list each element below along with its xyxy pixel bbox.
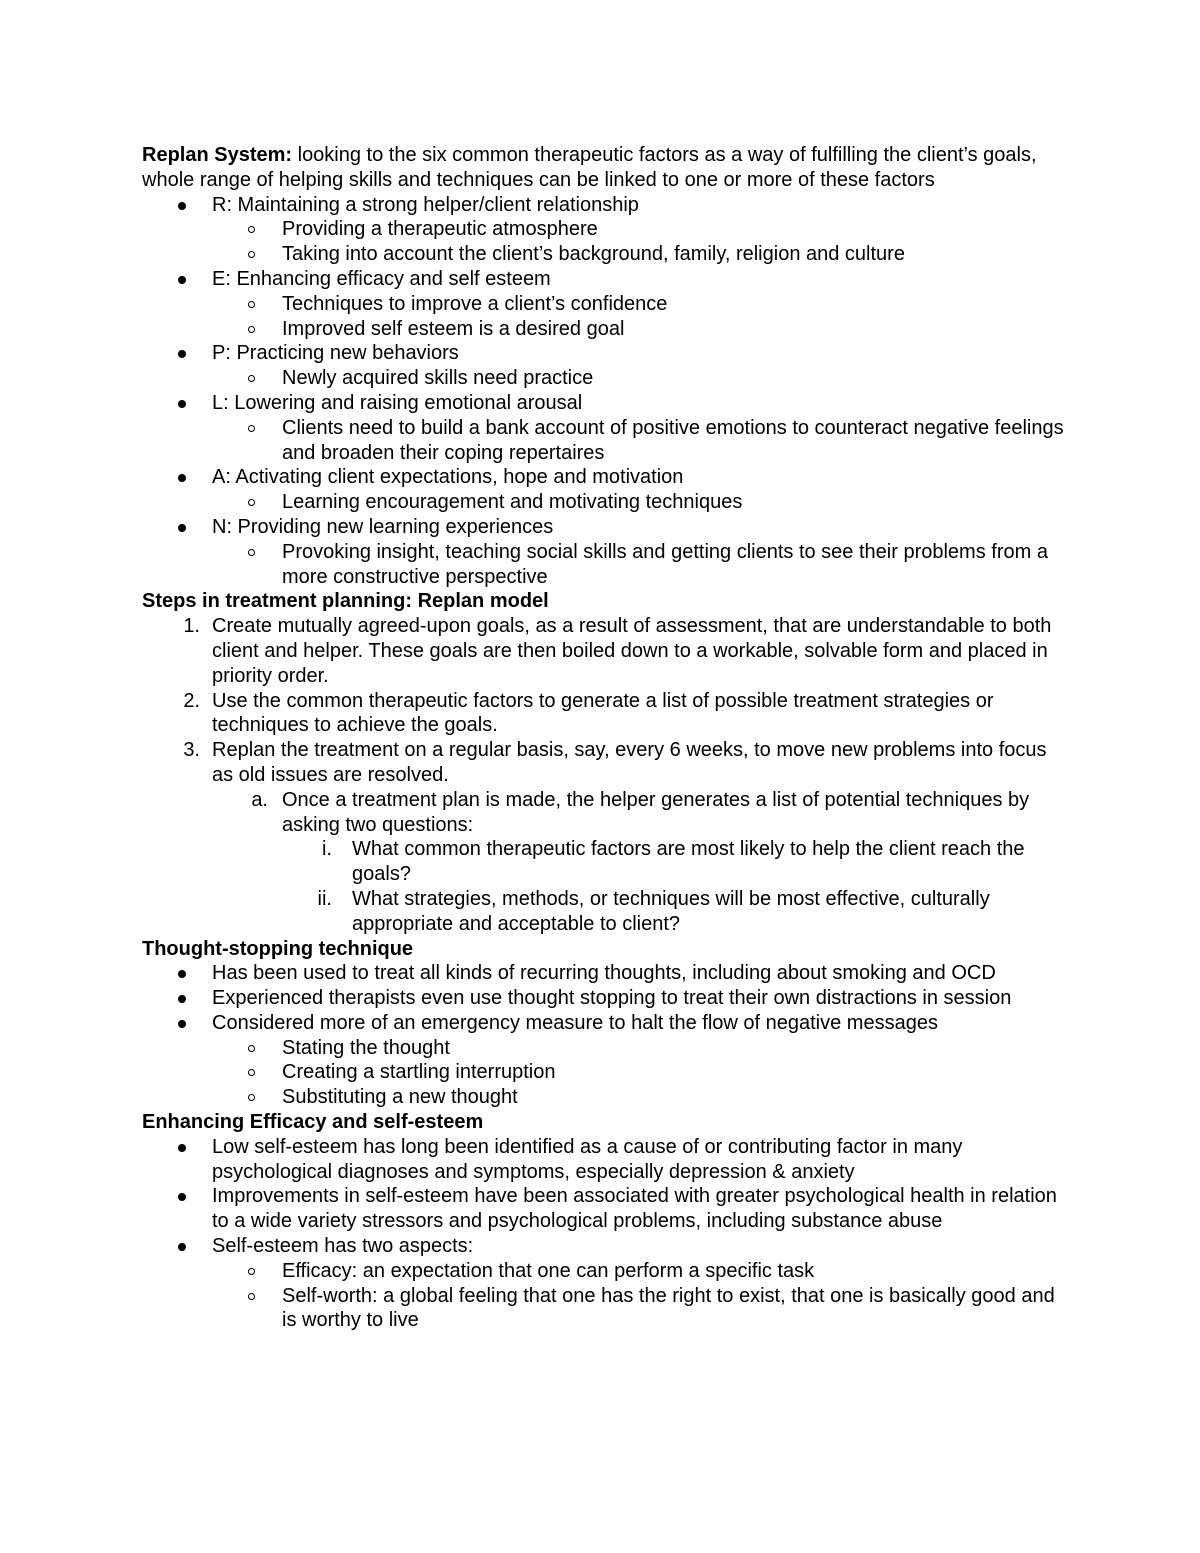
- circle-bullet-icon: [248, 1069, 255, 1076]
- steps-heading: Steps in treatment planning: Replan model: [142, 590, 549, 613]
- circle-bullet-icon: [248, 301, 255, 308]
- list-number: 2.: [183, 689, 200, 712]
- thought-heading: Thought-stopping technique: [142, 937, 414, 960]
- list-item: R: Maintaining a strong helper/client relationship: [142, 193, 1072, 218]
- circle-bullet-icon: [248, 549, 255, 556]
- bullet-icon: [178, 524, 186, 532]
- circle-bullet-icon: [248, 251, 255, 258]
- thought-list: [142, 961, 1072, 1110]
- list-item: Providing a therapeutic atmosphere: [142, 217, 1072, 242]
- circle-bullet-icon: [248, 425, 255, 432]
- replan-heading: Replan System:: [142, 144, 293, 166]
- bullet-icon: [178, 474, 186, 482]
- efficacy-list: [142, 1135, 1072, 1333]
- list-item: A: Activating client expectations, hope and motivation: [142, 465, 1072, 490]
- steps-list: [142, 614, 1072, 936]
- bullet-icon: [178, 970, 186, 978]
- list-item: N: Providing new learning experiences: [142, 515, 1072, 540]
- circle-bullet-icon: [248, 1268, 255, 1275]
- list-item: Provoking insight, teaching social skills and getting clients to see their problems from a more constructive perspective: [142, 540, 1072, 590]
- circle-bullet-icon: [248, 1293, 255, 1300]
- list-roman: ii.: [317, 887, 332, 910]
- list-item: ii. What strategies, methods, or techniques will be most effective, culturally appropriate and acceptable to client?: [142, 887, 1072, 937]
- circle-bullet-icon: [248, 1094, 255, 1101]
- list-number: 1.: [183, 615, 200, 638]
- circle-bullet-icon: [248, 326, 255, 333]
- list-roman: i.: [322, 838, 332, 861]
- efficacy-heading: Enhancing Efficacy and self-esteem: [142, 1111, 484, 1134]
- list-item: a. Once a treatment plan is made, the helper generates a list of potential techniques by asking two questions:: [142, 788, 1072, 838]
- list-number: 3.: [183, 739, 200, 762]
- list-item: Substituting a new thought: [142, 1085, 1072, 1110]
- list-item: Improved self esteem is a desired goal: [142, 317, 1072, 342]
- circle-bullet-icon: [248, 1045, 255, 1052]
- list-item: Learning encouragement and motivating techniques: [142, 490, 1072, 515]
- list-item: E: Enhancing efficacy and self esteem: [142, 267, 1072, 292]
- list-item: Clients need to build a bank account of positive emotions to counteract negative feelings and broaden their coping repertaires: [142, 416, 1072, 466]
- replan-intro-text: looking to the six common therapeutic factors as a way of fulfilling the client’s goals, whole range of helping skills and techniques can be linked to one or more of these factors: [142, 144, 1037, 191]
- list-item: Newly acquired skills need practice: [142, 366, 1072, 391]
- bullet-icon: [178, 1193, 186, 1201]
- list-letter: a.: [251, 788, 268, 811]
- list-item: Has been used to treat all kinds of recurring thoughts, including about smoking and OCD: [142, 961, 1072, 986]
- bullet-icon: [178, 350, 186, 358]
- list-item: 1. Create mutually agreed-upon goals, as a result of assessment, that are understandable to both client and helper. These goals are then boiled down to a workable, solvable form and placed in priority order.: [142, 614, 1072, 688]
- list-item: L: Lowering and raising emotional arousal: [142, 391, 1072, 416]
- list-item: Creating a startling interruption: [142, 1060, 1072, 1085]
- list-item: Self-worth: a global feeling that one has the right to exist, that one is basically good and is worthy to live: [142, 1284, 1072, 1334]
- bullet-icon: [178, 276, 186, 284]
- bullet-icon: [178, 1243, 186, 1251]
- list-item: P: Practicing new behaviors: [142, 341, 1072, 366]
- list-item: Low self-esteem has long been identified as a cause of or contributing factor in many psychological diagnoses and symptoms, especially depression & anxiety: [142, 1135, 1072, 1185]
- circle-bullet-icon: [248, 375, 255, 382]
- circle-bullet-icon: [248, 499, 255, 506]
- list-item: Efficacy: an expectation that one can perform a specific task: [142, 1259, 1072, 1284]
- list-item: Techniques to improve a client’s confidence: [142, 292, 1072, 317]
- list-item: Improvements in self-esteem have been associated with greater psychological health in relation to a wide variety stressors and psychological problems, including substance abuse: [142, 1184, 1072, 1234]
- list-item: 2. Use the common therapeutic factors to generate a list of possible treatment strategies or techniques to achieve the goals.: [142, 689, 1072, 739]
- replan-intro: [142, 143, 1072, 193]
- bullet-icon: [178, 995, 186, 1003]
- list-item: Self-esteem has two aspects:: [142, 1234, 1072, 1259]
- list-item: 3. Replan the treatment on a regular basis, say, every 6 weeks, to move new problems into focus as old issues are resolved.: [142, 738, 1072, 788]
- document-page: [142, 143, 1072, 1333]
- replan-list: [142, 193, 1072, 590]
- bullet-icon: [178, 202, 186, 210]
- bullet-icon: [178, 1020, 186, 1028]
- list-item: i. What common therapeutic factors are most likely to help the client reach the goals?: [142, 837, 1072, 887]
- bullet-icon: [178, 400, 186, 408]
- circle-bullet-icon: [248, 226, 255, 233]
- list-item: Stating the thought: [142, 1036, 1072, 1061]
- bullet-icon: [178, 1144, 186, 1152]
- list-item: Taking into account the client’s background, family, religion and culture: [142, 242, 1072, 267]
- list-item: Experienced therapists even use thought stopping to treat their own distractions in session: [142, 986, 1072, 1011]
- list-item: Considered more of an emergency measure to halt the flow of negative messages: [142, 1011, 1072, 1036]
